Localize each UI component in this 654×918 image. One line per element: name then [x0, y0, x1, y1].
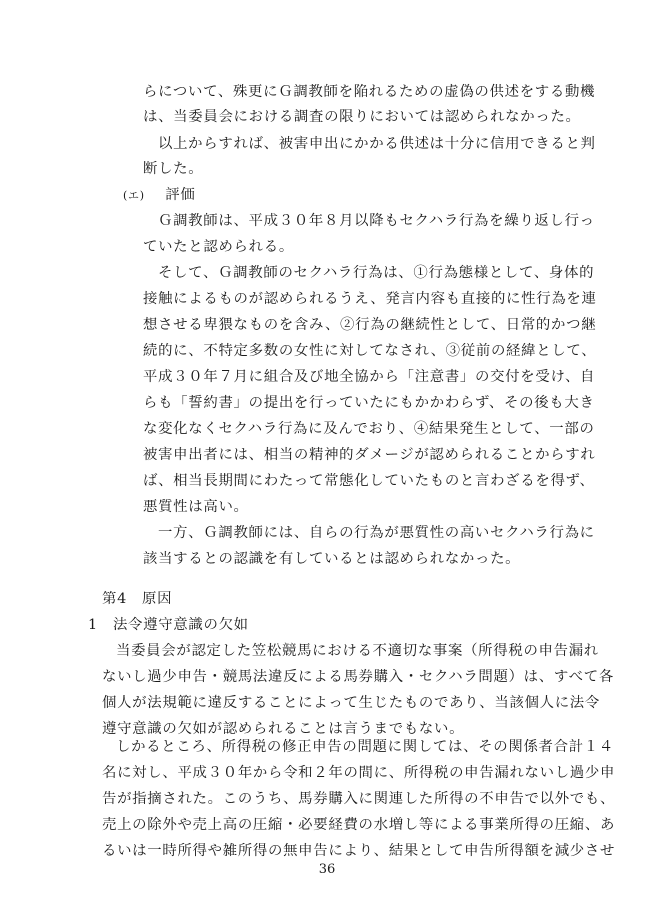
- chapter4-p2-line-1: しかるところ、所得税の修正申告の問題に関しては、その関係者合計１４: [116, 739, 614, 755]
- chapter4-p1-line-3: 個人が法規範に違反することによって生じたものであり、当該個人に法令: [102, 695, 600, 711]
- evaluation-p2-line-1: そして、Ｇ調教師のセクハラ行為は、①行為態様として、身体的: [158, 265, 595, 281]
- evaluation-p2-line-8: 被害申出者には、相当の精神的ダメージが認められることからすれ: [143, 447, 596, 463]
- page-number: 36: [318, 862, 336, 877]
- evaluation-heading: [123, 186, 195, 205]
- evaluation-p2-line-4: 続的に、不特定多数の女性に対してなされ、③従前の経緯として、: [143, 343, 597, 359]
- evaluation-p3-line-2: 該当するとの認識を有しているとは認められなかった。: [143, 551, 521, 567]
- section-tail-line-1: らについて、殊更にＧ調教師を陥れるための虚偽の供述をする動機: [143, 84, 596, 100]
- evaluation-p2-line-2: 接触によるものが認められるうえ、発言内容も直接的に性行為を連: [143, 291, 597, 307]
- chapter4-p2-line-5: るいは一時所得や雑所得の無申告により、結果として申告所得額を減少させ: [102, 843, 616, 859]
- chapter4-p1-line-2: ないし過少申告・競馬法違反による馬券購入・セクハラ問題）は、すべて各: [102, 669, 614, 685]
- evaluation-marker: (エ): [123, 189, 145, 202]
- chapter4-p2-line-2: 名に対し、平成３０年から令和２年の間に、所得税の申告漏れないし過少申: [102, 765, 616, 781]
- evaluation-p2-line-5: 平成３０年７月に組合及び地全協から「注意書」の交付を受け、自: [143, 369, 596, 385]
- chapter4-p1-line-1: 当委員会が認定した笠松競馬における不適切な事案（所得税の申告漏れ: [116, 643, 599, 659]
- evaluation-p2-line-10: 悪質性は高い。: [143, 499, 249, 515]
- chapter4-p2-line-4: 売上の除外や売上高の圧縮・必要経費の水増し等による事業所得の圧縮、あ: [102, 817, 616, 833]
- section-tail-line-4: 断した。: [143, 161, 204, 177]
- evaluation-p2-line-6: らも「誓約書」の提出を行っていたにもかかわらず、その後も大き: [143, 395, 595, 411]
- section-tail-line-2: は、当委員会における調査の限りにおいては認められなかった。: [143, 109, 581, 125]
- evaluation-p3-line-1: 一方、Ｇ調教師には、自らの行為が悪質性の高いセクハラ行為に: [158, 525, 595, 541]
- evaluation-p2-line-3: 想させる卑猥なものを含み、②行為の継続性として、日常的かつ継: [143, 317, 597, 333]
- evaluation-p1-line-1: Ｇ調教師は、平成３０年８月以降もセクハラ行為を繰り返し行っ: [158, 213, 595, 229]
- evaluation-heading-text: 評価: [165, 187, 196, 203]
- section-tail-line-3: 以上からすれば、被害申出にかかる供述は十分に信用できると判: [158, 136, 596, 152]
- evaluation-p2-line-7: な変化なくセクハラ行為に及んでおり、④結果発生として、一部の: [143, 421, 595, 437]
- chapter4-p1-line-4: 遵守意識の欠如が認められることは言うまでもない。: [102, 721, 465, 737]
- chapter4-heading: 第4 原因: [102, 591, 173, 607]
- evaluation-p1-line-2: ていたと認められる。: [143, 239, 294, 255]
- evaluation-p2-line-9: ば、相当長期間にわたって常態化していたものと言わざるを得ず、: [143, 473, 595, 489]
- chapter4-p2-line-3: 告が指摘された。このうち、馬券購入に関連した所得の不申告で以外でも、: [102, 791, 616, 807]
- chapter4-sub1-heading: 1 法令遵守意識の欠如: [88, 617, 249, 633]
